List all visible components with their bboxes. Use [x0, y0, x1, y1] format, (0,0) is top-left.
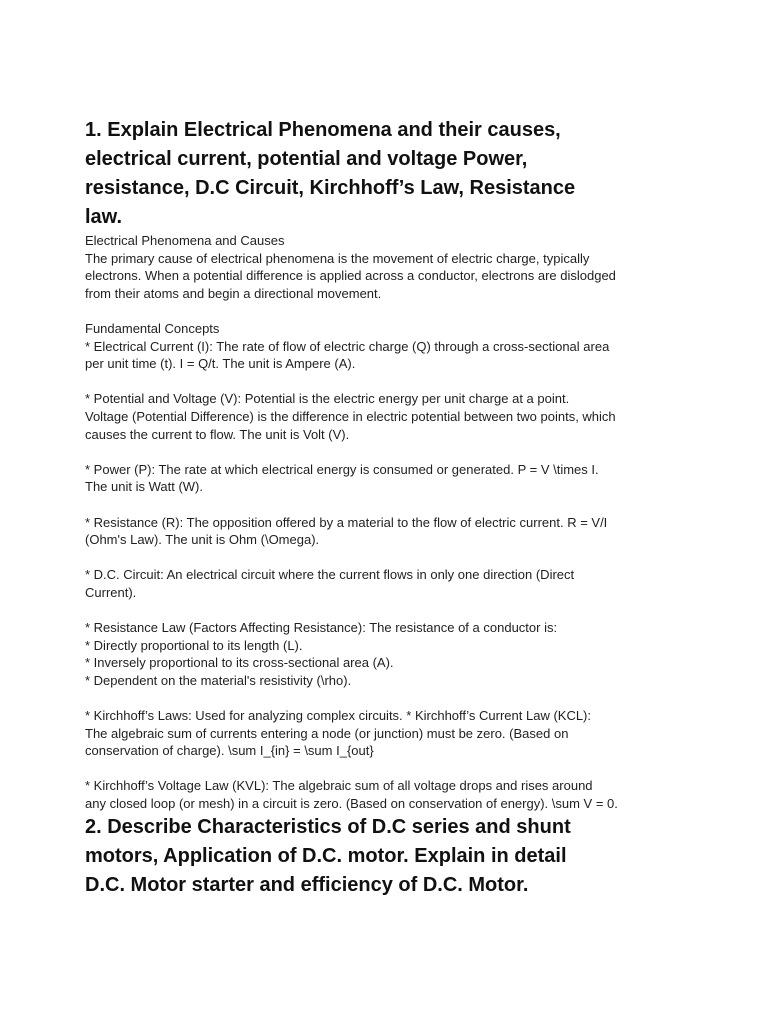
- kcl-paragraph: * Kirchhoff’s Laws: Used for analyzing complex circuits. * Kirchhoff’s Current Law (KCL): The algebraic sum of currents entering a node (or junction) must be zero. (Based on conservation of charge). \sum I_{in} = \sum I_{out}: [85, 708, 591, 759]
- spacer: [85, 760, 625, 778]
- spacer: [85, 549, 625, 567]
- phenomena-paragraph: Electrical Phenomena and Causes The primary cause of electrical phenomena is the movement of electric charge, typically electrons. When a potential difference is applied across a conductor, electrons are dislodged from their atoms and begin a directional movement.: [85, 233, 616, 301]
- voltage-paragraph: * Potential and Voltage (V): Potential is the electric energy per unit charge at a point. Voltage (Potential Difference) is the difference in electric potential between two points, which causes the current to flow. The unit is Volt (V).: [85, 391, 616, 442]
- power-paragraph: * Power (P): The rate at which electrical energy is consumed or generated. P = V \times I. The unit is Watt (W).: [85, 461, 599, 495]
- document-page: [85, 116, 625, 900]
- question-2-heading: 2. Describe Characteristics of D.C series and shunt motors, Application of D.C. motor. Explain in detail D.C. Motor starter and efficiency of D.C. Motor.: [85, 815, 571, 896]
- spacer: [85, 689, 625, 707]
- spacer: [85, 443, 625, 461]
- resistance-paragraph: * Resistance (R): The opposition offered by a material to the flow of electric current. R = V/I (Ohm's Law). The unit is Ohm (\Omega).: [85, 514, 608, 548]
- spacer: [85, 601, 625, 619]
- spacer: [85, 302, 625, 320]
- spacer: [85, 496, 625, 514]
- question-1-heading: 1. Explain Electrical Phenomena and their causes, electrical current, potential and voltage Power, resistance, D.C Circuit, Kirchhoff’s Law, Resistance law.: [85, 119, 576, 228]
- spacer: [85, 373, 625, 391]
- dc-circuit-paragraph: * D.C. Circuit: An electrical circuit where the current flows in only one direction (Direct Current).: [85, 567, 575, 600]
- kvl-paragraph: * Kirchhoff’s Voltage Law (KVL): The algebraic sum of all voltage drops and rises around any closed loop (or mesh) in a circuit is zero. (Based on conservation of energy). \sum V = 0.: [85, 778, 618, 811]
- resistance-law-paragraph: * Resistance Law (Factors Affecting Resistance): The resistance of a conductor is: * Directly proportional to its length (L). * Inversely proportional to its cross-sectional area (A). * Dependent on the material's resistivity (\rho).: [85, 620, 558, 688]
- current-paragraph: Fundamental Concepts * Electrical Current (I): The rate of flow of electric charge (Q) through a cross-sectional area per unit time (t). I = Q/t. The unit is Ampere (A).: [85, 320, 610, 372]
